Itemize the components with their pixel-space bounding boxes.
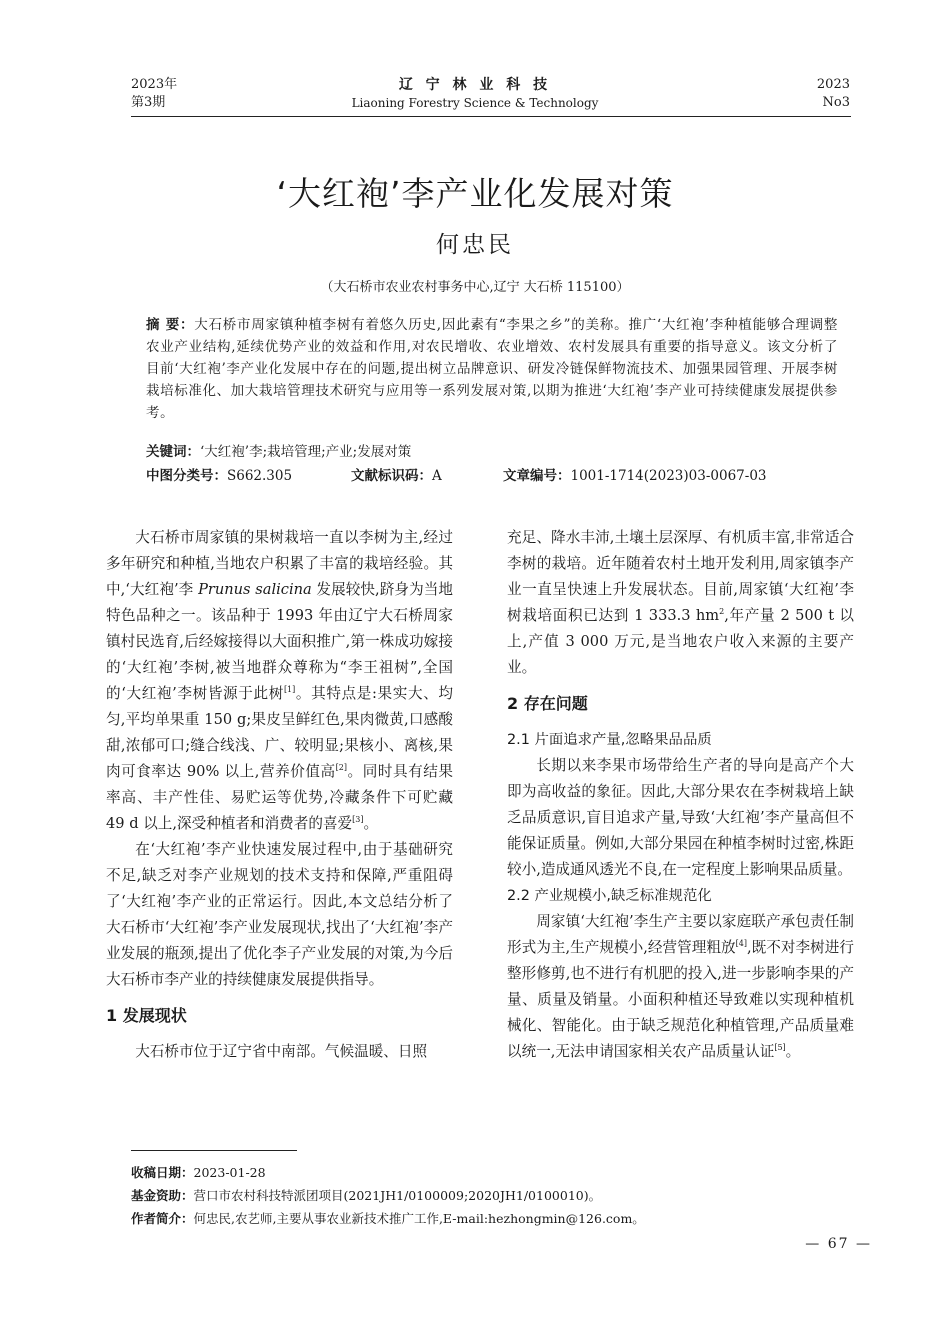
clc-value: S662.305 (227, 468, 293, 484)
paragraph: 大石桥市位于辽宁省中南部。气候温暖、日照 (135, 1043, 428, 1060)
journal-name-en: Liaoning Forestry Science & Technology (351, 96, 599, 110)
citation: [4] (735, 939, 748, 949)
header-year-right: 2023 (816, 77, 850, 92)
subsection-heading: 2.2 产业规模小,缺乏标准规范化 (507, 888, 712, 904)
citation: [1] (283, 685, 296, 695)
paragraph: 长期以来李果市场带给生产者的导向是高产个大即为高收益的象征。因此,大部分果农在李树栽培上缺乏品质意识,盲目追求产量,导致‘大红袍’李产量高但不能保证质量。例如,大部分果园在种植李树时过密,株距较小,造成通风透光不良,在一定程度上影响果品质量。 (507, 757, 854, 878)
article-title: ‘大红袍’李产业化发展对策 (276, 174, 674, 213)
subsection-heading: 2.1 片面追求产量,忽略果品品质 (507, 732, 712, 748)
header-no-right: No3 (822, 95, 850, 110)
superscript: 2 (719, 607, 725, 617)
journal-name-cn: 辽 宁 林 业 科 技 (398, 77, 552, 93)
section-heading: 1 发展现状 (106, 1006, 187, 1025)
classification-line (146, 465, 838, 487)
header-right (817, 76, 850, 112)
header-left (131, 76, 177, 112)
doc-code-value: A (432, 468, 442, 484)
abstract (146, 314, 838, 424)
footnote-rule (131, 1150, 297, 1151)
header-rule (131, 116, 851, 117)
article-no-value: 1001-1714(2023)03-0067-03 (570, 468, 767, 484)
header-center (300, 76, 650, 112)
doc-code-label: 文献标识码： (351, 468, 432, 484)
body-left-column (106, 525, 453, 1065)
header-year: 2023年 (131, 77, 178, 92)
header-issue: 第3期 (131, 95, 166, 110)
keywords-label: 关键词： (146, 444, 200, 460)
citation: [5] (774, 1043, 786, 1053)
citation: [2] (335, 763, 348, 773)
abstract-label: 摘 要： (146, 317, 195, 333)
abstract-text: 大石桥市周家镇种植李树有着悠久历史,因此素有“李果之乡”的美称。推广‘大红袍’李种植能够合理调整农业产业结构,延续优势产业的效益和作用,对农民增收、农业增效、农村发展具有重要的指导意义。该文分析了目前‘大红袍’李产业化发展中存在的问题,提出树立品牌意识、研发冷链保鲜物流技术、加强果园管理、开展李树栽培标准化、加大栽培管理技术研究与应用等一系列发展对策,以期为推进‘大红袍’李产业可持续健康发展提供参考。 (146, 317, 838, 421)
author-name: 何忠民 (436, 232, 514, 258)
paragraph: 在‘大红袍’李产业快速发展过程中,由于基础研究不足,缺乏对李产业规划的技术支持和保障,严重阻碍了‘大红袍’李产业的正常运行。因此,本文总结分析了大石桥市‘大红袍’李产业发展现状,找出了‘大红袍’李产业发展的瓶颈,提出了优化李子产业发展的对策,为今后大石桥市李产业的持续健康发展提供指导。 (106, 841, 453, 988)
footnote-funding: 基金资助：营口市农村科技特派团项目(2021JH1/0100009;2020JH1/0100010)。 (131, 1188, 602, 1203)
keywords-text: ‘大红袍’李;栽培管理;产业;发展对策 (200, 444, 412, 460)
paragraph: 充足、降水丰沛,土壤土层深厚、有机质丰富,非常适合李树的栽培。近年随着农村土地开发利用,周家镇李产业一直呈快速上升发展状态。目前,周家镇‘大红袍’李树栽培面积已达到 1 333.3 $hm^2$,年产量 2 500 t 以上,产值 3 000 万元,是当地农户收入来源的主要产业。 (507, 529, 854, 676)
footnote-author-bio: 作者简介：何忠民,农艺师,主要从事农业新技术推广工作,E-mail:hezhongmin@126.com。 (131, 1211, 645, 1226)
keywords (146, 441, 838, 463)
section-heading: 2 存在问题 (507, 694, 588, 713)
clc-label: 中图分类号： (146, 468, 227, 484)
affiliation: （大石桥市农业农村事务中心,辽宁 大石桥 115100） (320, 280, 630, 295)
footnote-received: 收稿日期：2023-01-28 (131, 1165, 266, 1180)
paragraph: 周家镇‘大红袍’李生产主要以家庭联产承包责任制形式为主,生产规模小,经营管理粗放[4],既不对李树进行整形修剪,也不进行有机肥的投入,进一步影响李果的产量、质量及销量。小面积种植还导致难以实现种植机械化、智能化。由于缺乏规范化种植管理,产品质量难以统一,无法申请国家相关农产品质量认证[5]。 (507, 913, 855, 1060)
paragraph: 大石桥市周家镇的果树栽培一直以李树为主,经过多年研究和种植,当地农户积累了丰富的栽培经验。其中,‘大红袍’李 Prunus salicina 发展较快,跻身为当地特色品种之一。该品种于 1993 年由辽宁大石桥周家镇村民选育,后经嫁接得以大面积推广,第一株成功嫁接的‘大红袍’李树,被当地群众尊称为“李王祖树”,全国的‘大红袍’李树皆源于此树[1]。其特点是:果实大、均匀,平均单果重 150 g;果皮呈鲜红色,果肉微黄,口感酸甜,浓郁可口;缝合线浅、广、较明显;果核小、离核,果肉可食率达 90% 以上,营养价值高[2]。同时具有结果率高、丰产性佳、易贮运等优势,冷藏条件下可贮藏 49 d 以上,深受种植者和消费者的喜爱[3]。 (106, 529, 454, 832)
body-right-column (507, 525, 854, 1065)
citation: [3] (352, 815, 364, 825)
latin-name: Prunus salicina (198, 581, 312, 598)
page-number: — 67 — (805, 1236, 872, 1252)
article-no-label: 文章编号： (503, 468, 571, 484)
